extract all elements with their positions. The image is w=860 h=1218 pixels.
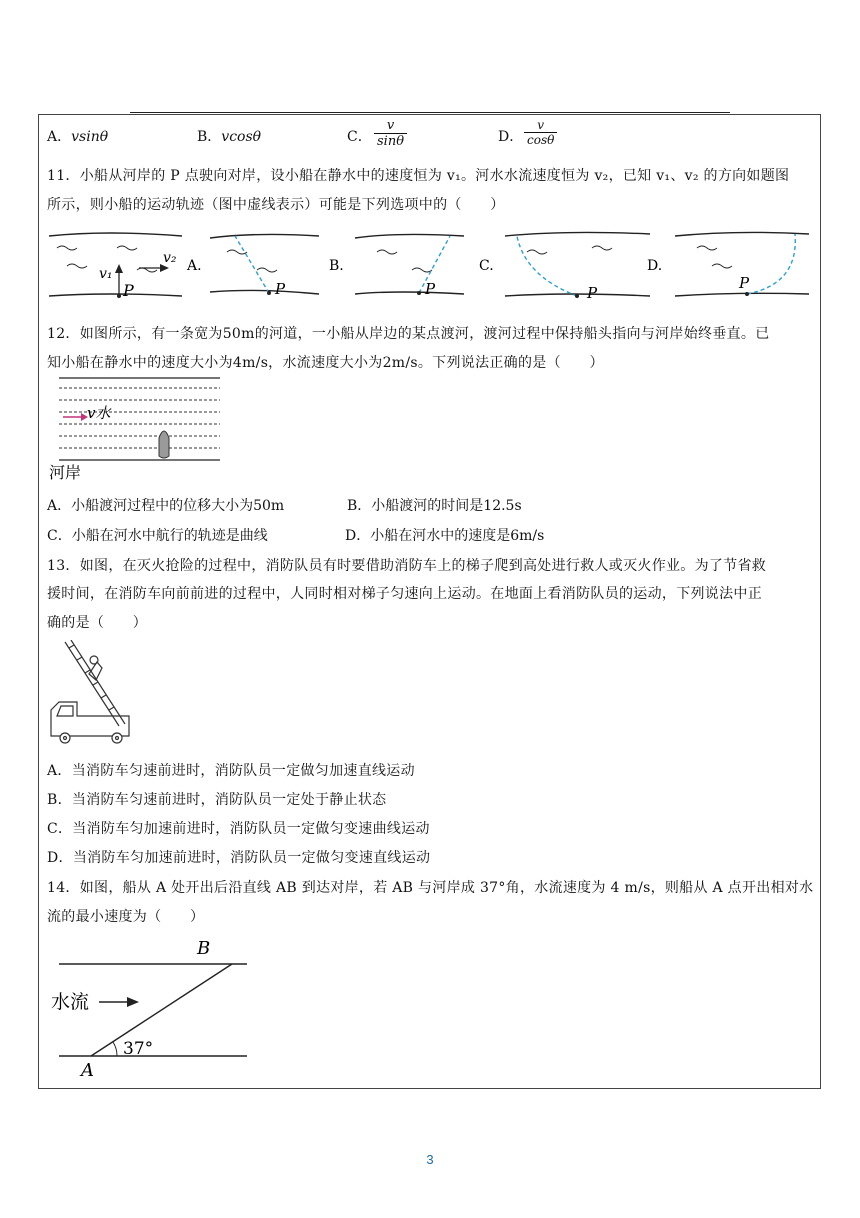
fig-v1-label: v₁ [99,266,113,282]
q11-stem-line2: 所示，则小船的运动轨迹（图中虚线表示）可能是下列选项中的（ ） [47,197,505,213]
q13-option-b: B．当消防车匀速前进时，消防队员一定处于静止状态 [47,792,387,808]
q12-figure [47,372,227,482]
q12-stem-line2: 知小船在静水中的速度大小为4m/s，水流速度大小为2m/s。下列说法正确的是（ ） [47,355,604,371]
fig-c-p-label: P [587,284,598,302]
q13-fire-truck-figure [47,640,147,750]
q14-flow-label: 水流 [51,991,90,1013]
q12-v-label: v水 [87,404,111,422]
q13-option-c: C．当消防车匀加速前进时，消防队员一定做匀变速曲线运动 [47,821,430,837]
q11-opt-a: A. [187,258,202,274]
q12-bank-label: 河岸 [49,463,82,482]
boat-shape [159,431,169,458]
q12-option-d: D．小船在河水中的速度是6m/s [345,528,545,544]
q12-stem-line1: 12．如图所示，有一条宽为50m的河道，一小船从岸边的某点渡河，渡河过程中保持船头指向与河岸始终垂直。已 [47,326,770,342]
q11-stem-line1: 11．小船从河岸的 P 点驶向对岸，设小船在静水中的速度恒为 v₁。河水水流速度恒为 v₂，已知 v₁、v₂ 的方向如题图 [47,168,790,184]
q12-option-b: B．小船渡河的时间是12.5s [347,498,522,514]
q10-option-c-label: C． [347,129,372,145]
q12-option-a: A．小船渡河过程中的位移大小为50m [47,498,285,514]
q11-opt-c: C. [479,258,494,274]
q10-option-b: B．vcosθ [197,129,262,145]
q14-stem-line2: 流的最小速度为（ ） [47,909,205,925]
q13-stem-line2: 援时间，在消防车向前前进的过程中，人同时相对梯子匀速向上运动。在地面上看消防队员的运动，下列说法中正 [47,586,762,602]
fig-p-label: P [123,281,134,300]
q14-figure [47,934,257,1079]
q13-option-a: A．当消防车匀速前进时，消防队员一定做匀加速直线运动 [47,763,415,779]
q10-option-d-label: D． [498,129,524,145]
q10-option-c-fraction: $\frac{v}{\sin\theta}$ [374,118,407,149]
q14-point-a: A [81,1060,94,1079]
fig-d-p-label: P [739,274,750,292]
q10-option-d-fraction: $\frac{v}{\cos\theta}$ [524,118,557,147]
header-rule [130,112,730,113]
q11-opt-b: B. [329,258,344,274]
q13-stem-line1: 13．如图，在灭火抢险的过程中，消防队员有时要借助消防车上的梯子爬到高处进行救人或灭火作业。为了节省救 [47,558,767,574]
q14-angle-label: 37° [123,1039,154,1059]
q14-stem-line1: 14．如图，船从 A 处开出后沿直线 AB 到达对岸，若 AB 与河岸成 37°角，水流速度为 4 m/s，则船从 A 点开出相对水 [47,880,814,896]
q12-option-c: C．小船在河水中航行的轨迹是曲线 [47,528,268,544]
q13-stem-line3: 确的是（ ） [47,615,148,631]
fig-b-p-label: P [425,280,436,298]
fig-a-p-label: P [275,280,286,298]
q14-point-b: B [197,938,211,959]
q13-option-d: D．当消防车匀加速前进时，消防队员一定做匀变速直线运动 [47,850,431,866]
q11-figures [47,226,817,306]
q11-opt-d: D. [647,258,663,274]
q10-option-a: A．vsinθ [47,129,109,145]
page-number: 3 [426,1152,434,1167]
fig-v2-label: v₂ [163,250,177,266]
